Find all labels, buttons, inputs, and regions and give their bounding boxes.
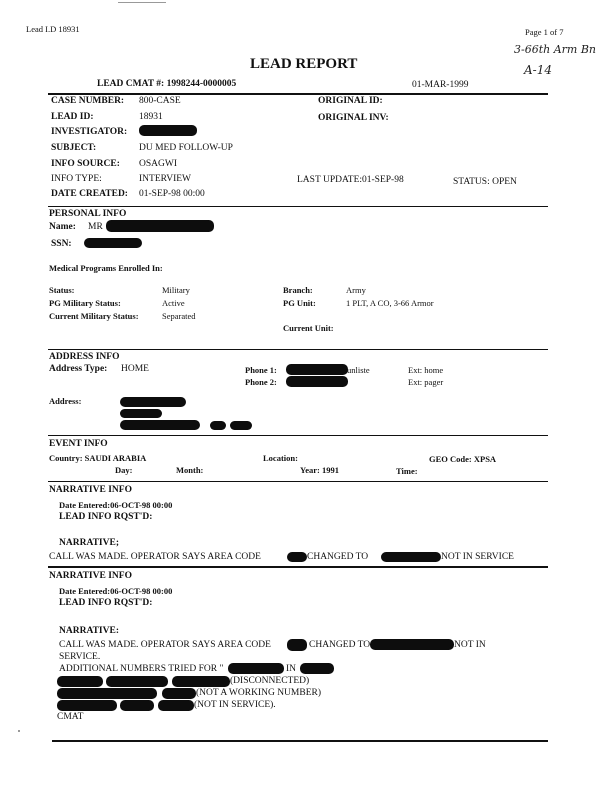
info-source-label: INFO SOURCE: bbox=[51, 159, 120, 169]
event-info-heading: EVENT INFO bbox=[49, 439, 108, 449]
info-source-value: OSAGWI bbox=[139, 159, 177, 169]
date-created-label: DATE CREATED: bbox=[51, 189, 128, 199]
narrative2-date-entered: Date Entered:06-OCT-98 00:00 bbox=[59, 586, 173, 596]
narrative1-date-entered: Date Entered:06-OCT-98 00:00 bbox=[59, 500, 173, 510]
address-type-label: Address Type: bbox=[49, 364, 108, 374]
name-prefix: MR bbox=[88, 222, 103, 232]
narrative2-signature: CMAT bbox=[57, 712, 84, 722]
narrative2-line2: SERVICE. bbox=[59, 652, 101, 662]
date-created-value: 01-SEP-98 00:00 bbox=[139, 189, 205, 199]
header-rule bbox=[48, 93, 548, 95]
branch-label: Branch: bbox=[283, 285, 313, 295]
narrative1-text-part2: CHANGED TO bbox=[307, 552, 369, 562]
ssn-label: SSN: bbox=[51, 239, 72, 249]
ext1: Ext: home bbox=[408, 365, 444, 375]
section-divider bbox=[48, 481, 548, 482]
redacted-phone1 bbox=[286, 364, 348, 375]
redacted-address-line3b bbox=[210, 421, 226, 430]
redacted-new-number-2 bbox=[370, 639, 454, 650]
personal-info-heading: PERSONAL INFO bbox=[49, 209, 127, 219]
country: Country: SAUDI ARABIA bbox=[49, 453, 147, 463]
case-number-value: 800-CASE bbox=[139, 96, 181, 106]
pg-unit-value: 1 PLT, A CO, 3-66 Armor bbox=[346, 298, 434, 308]
redacted-number-a3 bbox=[172, 676, 230, 687]
investigator-label: INVESTIGATOR: bbox=[51, 127, 128, 137]
lead-id-stamp: Lead I.D 18931 bbox=[26, 24, 80, 34]
geo-code: GEO Code: XPSA bbox=[429, 454, 497, 464]
narrative2-text-part1: CALL WAS MADE. OPERATOR SAYS AREA CODE bbox=[59, 640, 271, 650]
month-label: Month: bbox=[176, 465, 204, 475]
redacted-phone2 bbox=[286, 376, 348, 387]
section-divider bbox=[48, 206, 548, 207]
lead-id-value: 18931 bbox=[139, 112, 163, 122]
phone1-suffix: unliste bbox=[347, 365, 370, 375]
redacted-address-line3a bbox=[120, 420, 200, 430]
redacted-address-line1 bbox=[120, 397, 186, 407]
last-update: LAST UPDATE:01-SEP-98 bbox=[297, 175, 404, 185]
narrative2-line3a: ADDITIONAL NUMBERS TRIED FOR " bbox=[59, 664, 224, 674]
redacted-number-b2 bbox=[162, 688, 196, 699]
redacted-new-number-1 bbox=[381, 552, 441, 562]
ext2: Ext: pager bbox=[408, 377, 444, 387]
narrative2-heading: NARRATIVE INFO bbox=[49, 571, 132, 581]
pg-unit-label: PG Unit: bbox=[283, 298, 316, 308]
redacted-number-a1 bbox=[57, 676, 103, 687]
narrative1-text-part1: CALL WAS MADE. OPERATOR SAYS AREA CODE bbox=[49, 552, 261, 562]
address-info-heading: ADDRESS INFO bbox=[49, 352, 120, 362]
case-number-label: CASE NUMBER: bbox=[51, 96, 125, 106]
subject-value: DU MED FOLLOW-UP bbox=[139, 143, 233, 153]
handwritten-note-unit: 3-66th Arm Bn bbox=[514, 43, 597, 56]
narrative1-label: NARRATIVE; bbox=[59, 538, 119, 548]
branch-value: Army bbox=[346, 285, 366, 295]
redacted-area-code-2 bbox=[287, 639, 307, 651]
phone2-label: Phone 2: bbox=[245, 377, 277, 387]
narrative1-lead-info: LEAD INFO RQST'D: bbox=[59, 512, 153, 522]
lead-cmat-number: LEAD CMAT #: 1998244-0000005 bbox=[97, 79, 237, 89]
address-label: Address: bbox=[49, 396, 82, 406]
current-military-status-label: Current Military Status: bbox=[49, 311, 139, 321]
original-inv-label: ORIGINAL INV: bbox=[318, 113, 389, 123]
redacted-number-a2 bbox=[106, 676, 168, 687]
current-unit-label: Current Unit: bbox=[283, 323, 334, 333]
narrative2-line3b: IN bbox=[286, 664, 297, 674]
redacted-number-c3 bbox=[158, 700, 194, 711]
redacted-name bbox=[106, 220, 214, 232]
narrative2-text-part3: NOT IN bbox=[454, 640, 486, 650]
narrative2-text-part2: CHANGED TO bbox=[309, 640, 371, 650]
section-divider bbox=[48, 435, 548, 436]
status-value: Military bbox=[162, 285, 190, 295]
narrative2-label: NARRATIVE: bbox=[59, 626, 119, 636]
narrative2-line5: (NOT A WORKING NUMBER) bbox=[196, 688, 321, 698]
narrative1-text-part3: NOT IN SERVICE bbox=[441, 552, 514, 562]
narrative1-heading: NARRATIVE INFO bbox=[49, 485, 132, 495]
info-type-value: INTERVIEW bbox=[139, 174, 191, 184]
info-type-label: INFO TYPE: bbox=[51, 174, 102, 184]
redacted-location bbox=[300, 663, 334, 674]
subject-label: SUBJECT: bbox=[51, 143, 97, 153]
phone1-label: Phone 1: bbox=[245, 365, 277, 375]
lead-id-label: LEAD ID: bbox=[51, 112, 94, 122]
handwritten-note-code: A-14 bbox=[524, 63, 552, 77]
address-type-value: HOME bbox=[121, 364, 149, 374]
redacted-ssn bbox=[84, 238, 142, 248]
pg-military-status-value: Active bbox=[162, 298, 185, 308]
current-military-status-value: Separated bbox=[162, 311, 196, 321]
original-id-label: ORIGINAL ID: bbox=[318, 96, 383, 106]
redacted-number-c2 bbox=[120, 700, 154, 711]
scan-speck bbox=[118, 2, 166, 3]
redacted-address-line2 bbox=[120, 409, 162, 418]
report-date: 01-MAR-1999 bbox=[412, 80, 469, 90]
location-label: Location: bbox=[263, 453, 298, 463]
page-number: Page 1 of 7 bbox=[525, 27, 564, 37]
section-divider bbox=[48, 566, 548, 568]
year: Year: 1991 bbox=[300, 465, 339, 475]
section-divider bbox=[48, 349, 548, 350]
redacted-number-c1 bbox=[57, 700, 117, 711]
pg-military-status-label: PG Military Status: bbox=[49, 298, 121, 308]
report-title: LEAD REPORT bbox=[250, 56, 358, 72]
redacted-area-code-1 bbox=[287, 552, 307, 562]
narrative2-line6: (NOT IN SERVICE). bbox=[194, 700, 276, 710]
medical-programs-label: Medical Programs Enrolled In: bbox=[49, 263, 163, 273]
time-label: Time: bbox=[396, 466, 418, 476]
status-label: Status: bbox=[49, 285, 75, 295]
day-label: Day: bbox=[115, 465, 133, 475]
footer-rule bbox=[52, 740, 548, 742]
redacted-number-b1 bbox=[57, 688, 157, 699]
narrative2-lead-info: LEAD INFO RQST'D: bbox=[59, 598, 153, 608]
redacted-name-2 bbox=[228, 663, 284, 674]
redacted-investigator bbox=[139, 125, 197, 136]
case-status: STATUS: OPEN bbox=[453, 177, 517, 187]
scan-speck bbox=[18, 730, 20, 732]
redacted-address-line3c bbox=[230, 421, 252, 430]
name-label: Name: bbox=[49, 222, 76, 232]
narrative2-line4: (DISCONNECTED) bbox=[230, 676, 310, 686]
